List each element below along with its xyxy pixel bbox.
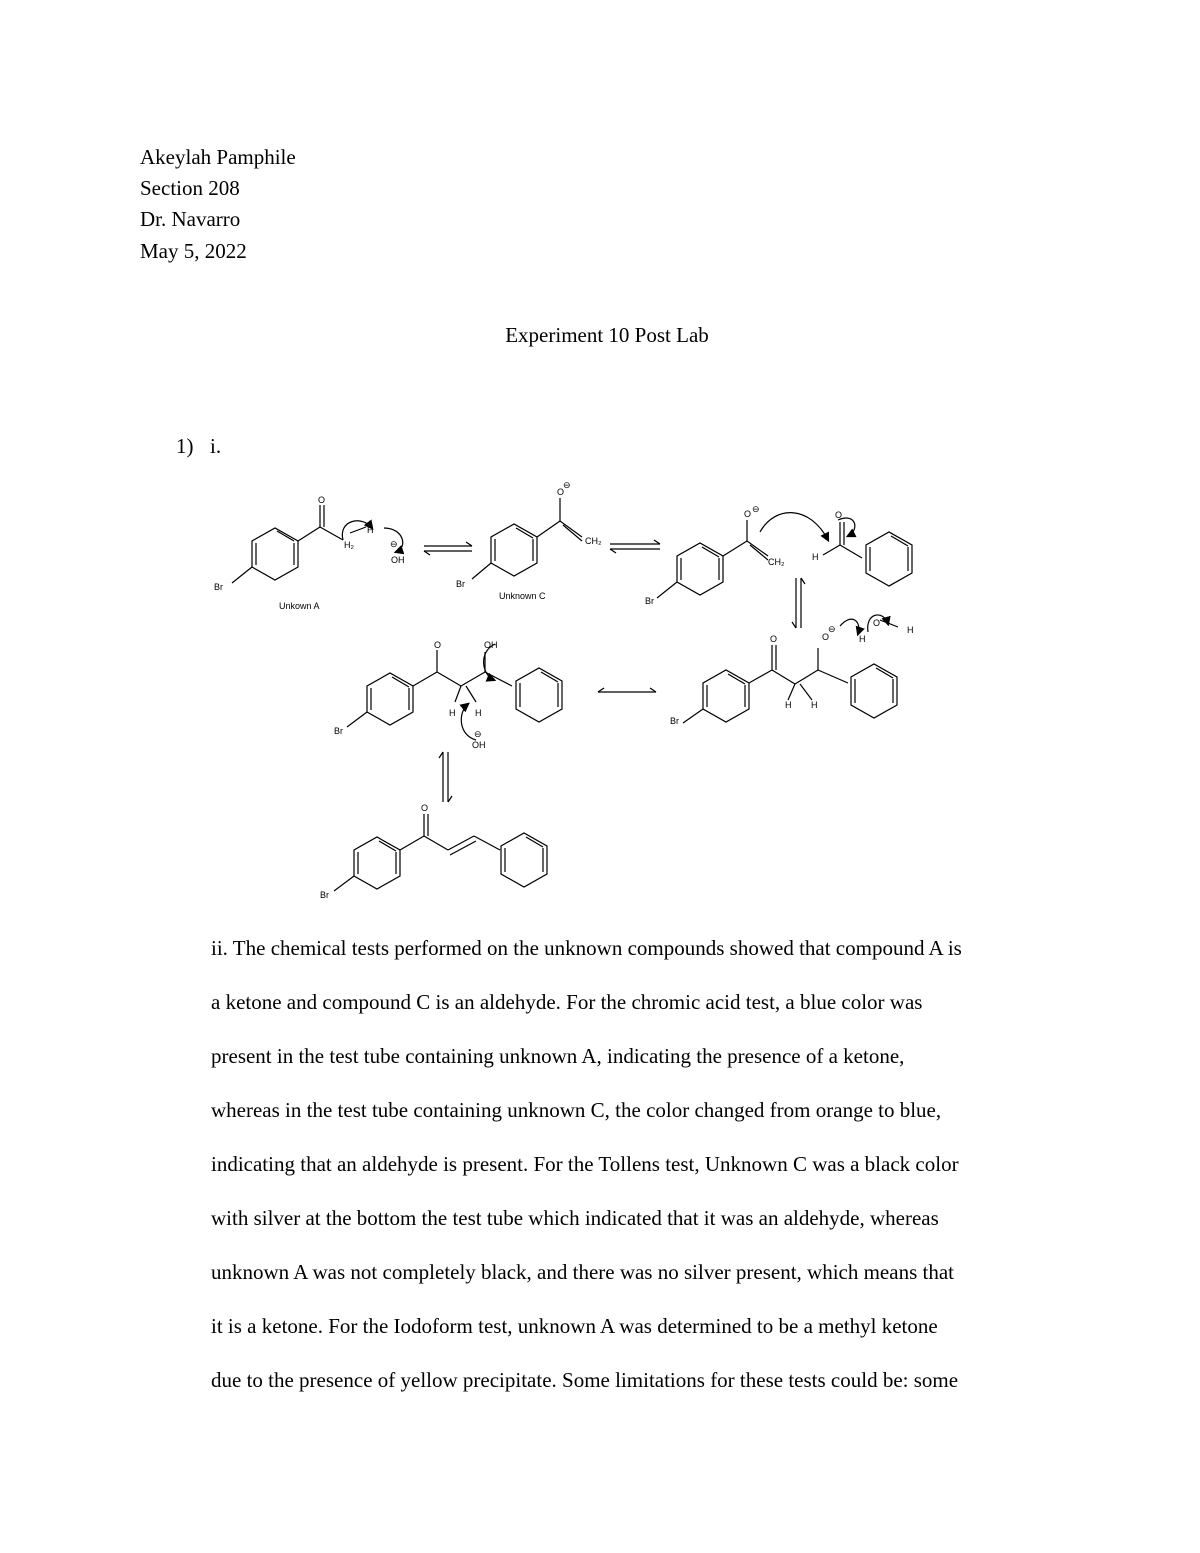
label-ch2-2: CH₂	[768, 557, 785, 567]
label-h-7: H	[811, 700, 818, 710]
equilibrium-arrow-2	[610, 540, 660, 553]
paragraph-line: whereas in the test tube containing unknown C, the color changed from orange to blue,	[211, 1098, 942, 1122]
label-neg-3: ⊖	[752, 504, 760, 514]
paragraph-line: a ketone and compound C is an aldehyde. For the chromic acid test, a blue color was	[211, 990, 923, 1014]
structure-unknown-a	[232, 505, 403, 583]
label-br-3: Br	[645, 596, 654, 606]
question-part-label: i.	[210, 434, 222, 458]
label-neg-5: ⊖	[474, 729, 482, 739]
label-neg-2: ⊖	[563, 480, 571, 490]
label-oh-1: OH	[391, 555, 405, 565]
label-o-1: O	[318, 495, 326, 505]
section-number: Section 208	[140, 176, 240, 200]
label-h-9: H	[475, 708, 482, 718]
label-br-5: Br	[334, 726, 343, 736]
label-o-6: O	[822, 632, 830, 642]
paragraph-line: it is a ketone. For the Iodoform test, unknown A was determined to be a methyl ketone	[211, 1314, 938, 1338]
label-h-3: H	[812, 552, 819, 562]
label-h-1: H	[367, 525, 374, 535]
page-title: Experiment 10 Post Lab	[505, 323, 709, 347]
paragraph-line: due to the presence of yellow precipitate. Some limitations for these tests could be: some	[211, 1368, 959, 1392]
structure-enolate	[472, 498, 582, 579]
label-br-6: Br	[320, 890, 329, 900]
equilibrium-arrow-5	[439, 752, 452, 802]
equilibrium-arrow-4	[598, 688, 656, 692]
instructor-name: Dr. Navarro	[140, 207, 241, 231]
label-o-2: O	[557, 487, 565, 497]
label-h-8: H	[449, 708, 456, 718]
label-br-1: Br	[214, 582, 223, 592]
label-neg-1: ⊖	[390, 539, 398, 549]
structure-chalcone	[334, 814, 547, 891]
label-neg-4: ⊖	[828, 624, 836, 634]
paragraph-line: with silver at the bottom the test tube which indicated that it was an aldehyde, whereas	[211, 1206, 939, 1230]
label-unknown-a: Unkown A	[279, 601, 320, 611]
label-o-5: O	[770, 634, 778, 644]
paragraph-line: indicating that an aldehyde is present. For the Tollens test, Unknown C was a black color	[211, 1152, 959, 1176]
label-oh-3: OH	[472, 740, 486, 750]
paragraph-line: unknown A was not completely black, and there was no silver present, which means that	[211, 1260, 954, 1284]
equilibrium-arrow-1	[424, 542, 472, 555]
label-o-4: O	[835, 510, 843, 520]
label-br-4: Br	[670, 716, 679, 726]
author-name: Akeylah Pamphile	[140, 145, 296, 169]
structure-aldol-product	[347, 644, 562, 740]
question-number: 1)	[176, 434, 194, 458]
label-o-8: O	[434, 640, 442, 650]
label-h-5: H	[907, 625, 914, 635]
structure-enolate-attack	[657, 513, 912, 598]
label-unknown-c: Unknown C	[499, 591, 546, 601]
label-o-9: O	[421, 803, 429, 813]
label-o-7: O	[873, 618, 881, 628]
label-br-2: Br	[456, 579, 465, 589]
report-date: May 5, 2022	[140, 239, 247, 263]
paragraph-line: ii. The chemical tests performed on the unknown compounds showed that compound A is	[211, 936, 962, 960]
label-h-6: H	[785, 700, 792, 710]
label-ch2-1: CH₂	[585, 536, 602, 546]
label-h2-1: H₂	[344, 540, 354, 550]
label-o-3: O	[744, 509, 752, 519]
label-h-4: H	[859, 634, 866, 644]
paragraph-line: present in the test tube containing unknown A, indicating the presence of a ketone,	[211, 1044, 905, 1068]
equilibrium-arrow-3	[792, 578, 805, 628]
label-oh-2: OH	[484, 640, 498, 650]
